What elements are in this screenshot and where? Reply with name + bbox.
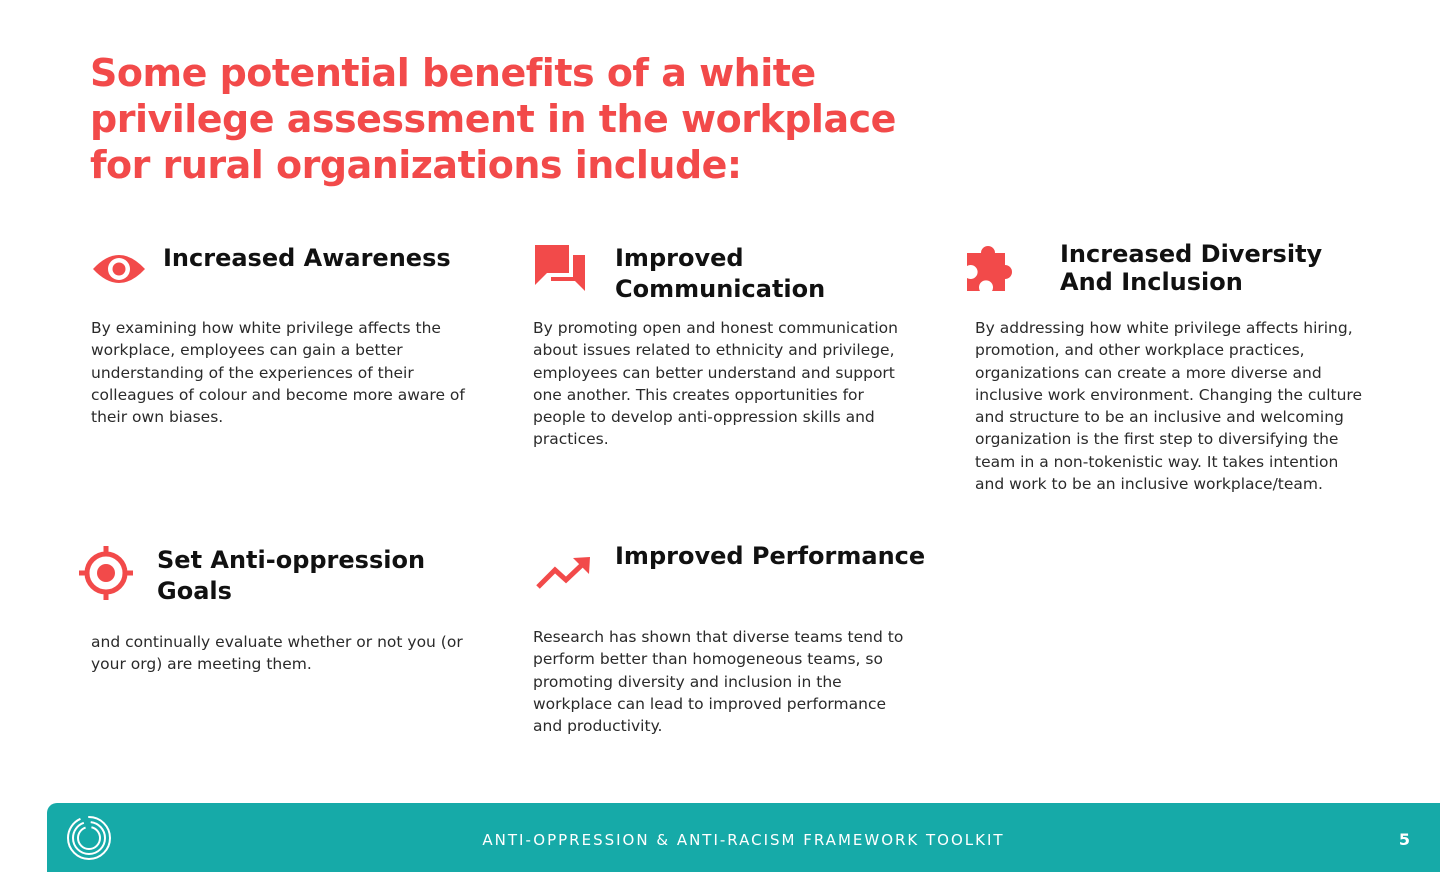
benefit-heading-communication: Improved Communication <box>615 244 826 303</box>
page-number: 5 <box>1398 830 1410 849</box>
benefit-body-diversity: By addressing how white privilege affects hiring, promotion, and other workplace practices, organizations can create a more diverse and inclusive work environment. Changing the culture and structure to be an inclusive and welcoming organization is the first step to diversifying the team in a non-tokenistic way. It takes intention and work to be an inclusive workplace/team. <box>975 319 1362 494</box>
benefit-heading-goals: Set Anti-oppression Goals <box>157 546 426 605</box>
benefit-body-awareness: By examining how white privilege affects the workplace, employees can gain a better understanding of the experiences of their colleagues of colour and become more aware of their own biases. <box>91 319 465 427</box>
eye-icon <box>91 247 147 291</box>
chat-bubbles-icon <box>533 243 587 295</box>
benefit-heading-diversity: Increased Diversity And Inclusion <box>1060 240 1323 296</box>
page-title: Some potential benefits of a white privilege assessment in the workplace for rural organizations include: <box>90 51 896 187</box>
footer-title: ANTI-OPPRESSION & ANTI-RACISM FRAMEWORK TOOLKIT <box>482 831 1005 849</box>
benefit-heading-awareness: Increased Awareness <box>163 244 451 272</box>
benefit-body-communication: By promoting open and honest communication about issues related to ethnicity and privilege, employees can better understand and support one another. This creates opportunities for people to develop anti-oppression skills and practices. <box>533 319 898 449</box>
benefit-heading-performance: Improved Performance <box>615 542 926 570</box>
footer-bar <box>47 803 1440 872</box>
benefit-body-goals: and continually evaluate whether or not you (or your org) are meeting them. <box>91 633 463 674</box>
benefit-body-performance: Research has shown that diverse teams tend to perform better than homogeneous teams, so promoting diversity and inclusion in the workplace can lead to improved performance and productivity. <box>533 628 904 736</box>
target-icon <box>78 544 134 602</box>
puzzle-piece-icon <box>965 241 1017 295</box>
trending-up-icon <box>535 556 591 590</box>
